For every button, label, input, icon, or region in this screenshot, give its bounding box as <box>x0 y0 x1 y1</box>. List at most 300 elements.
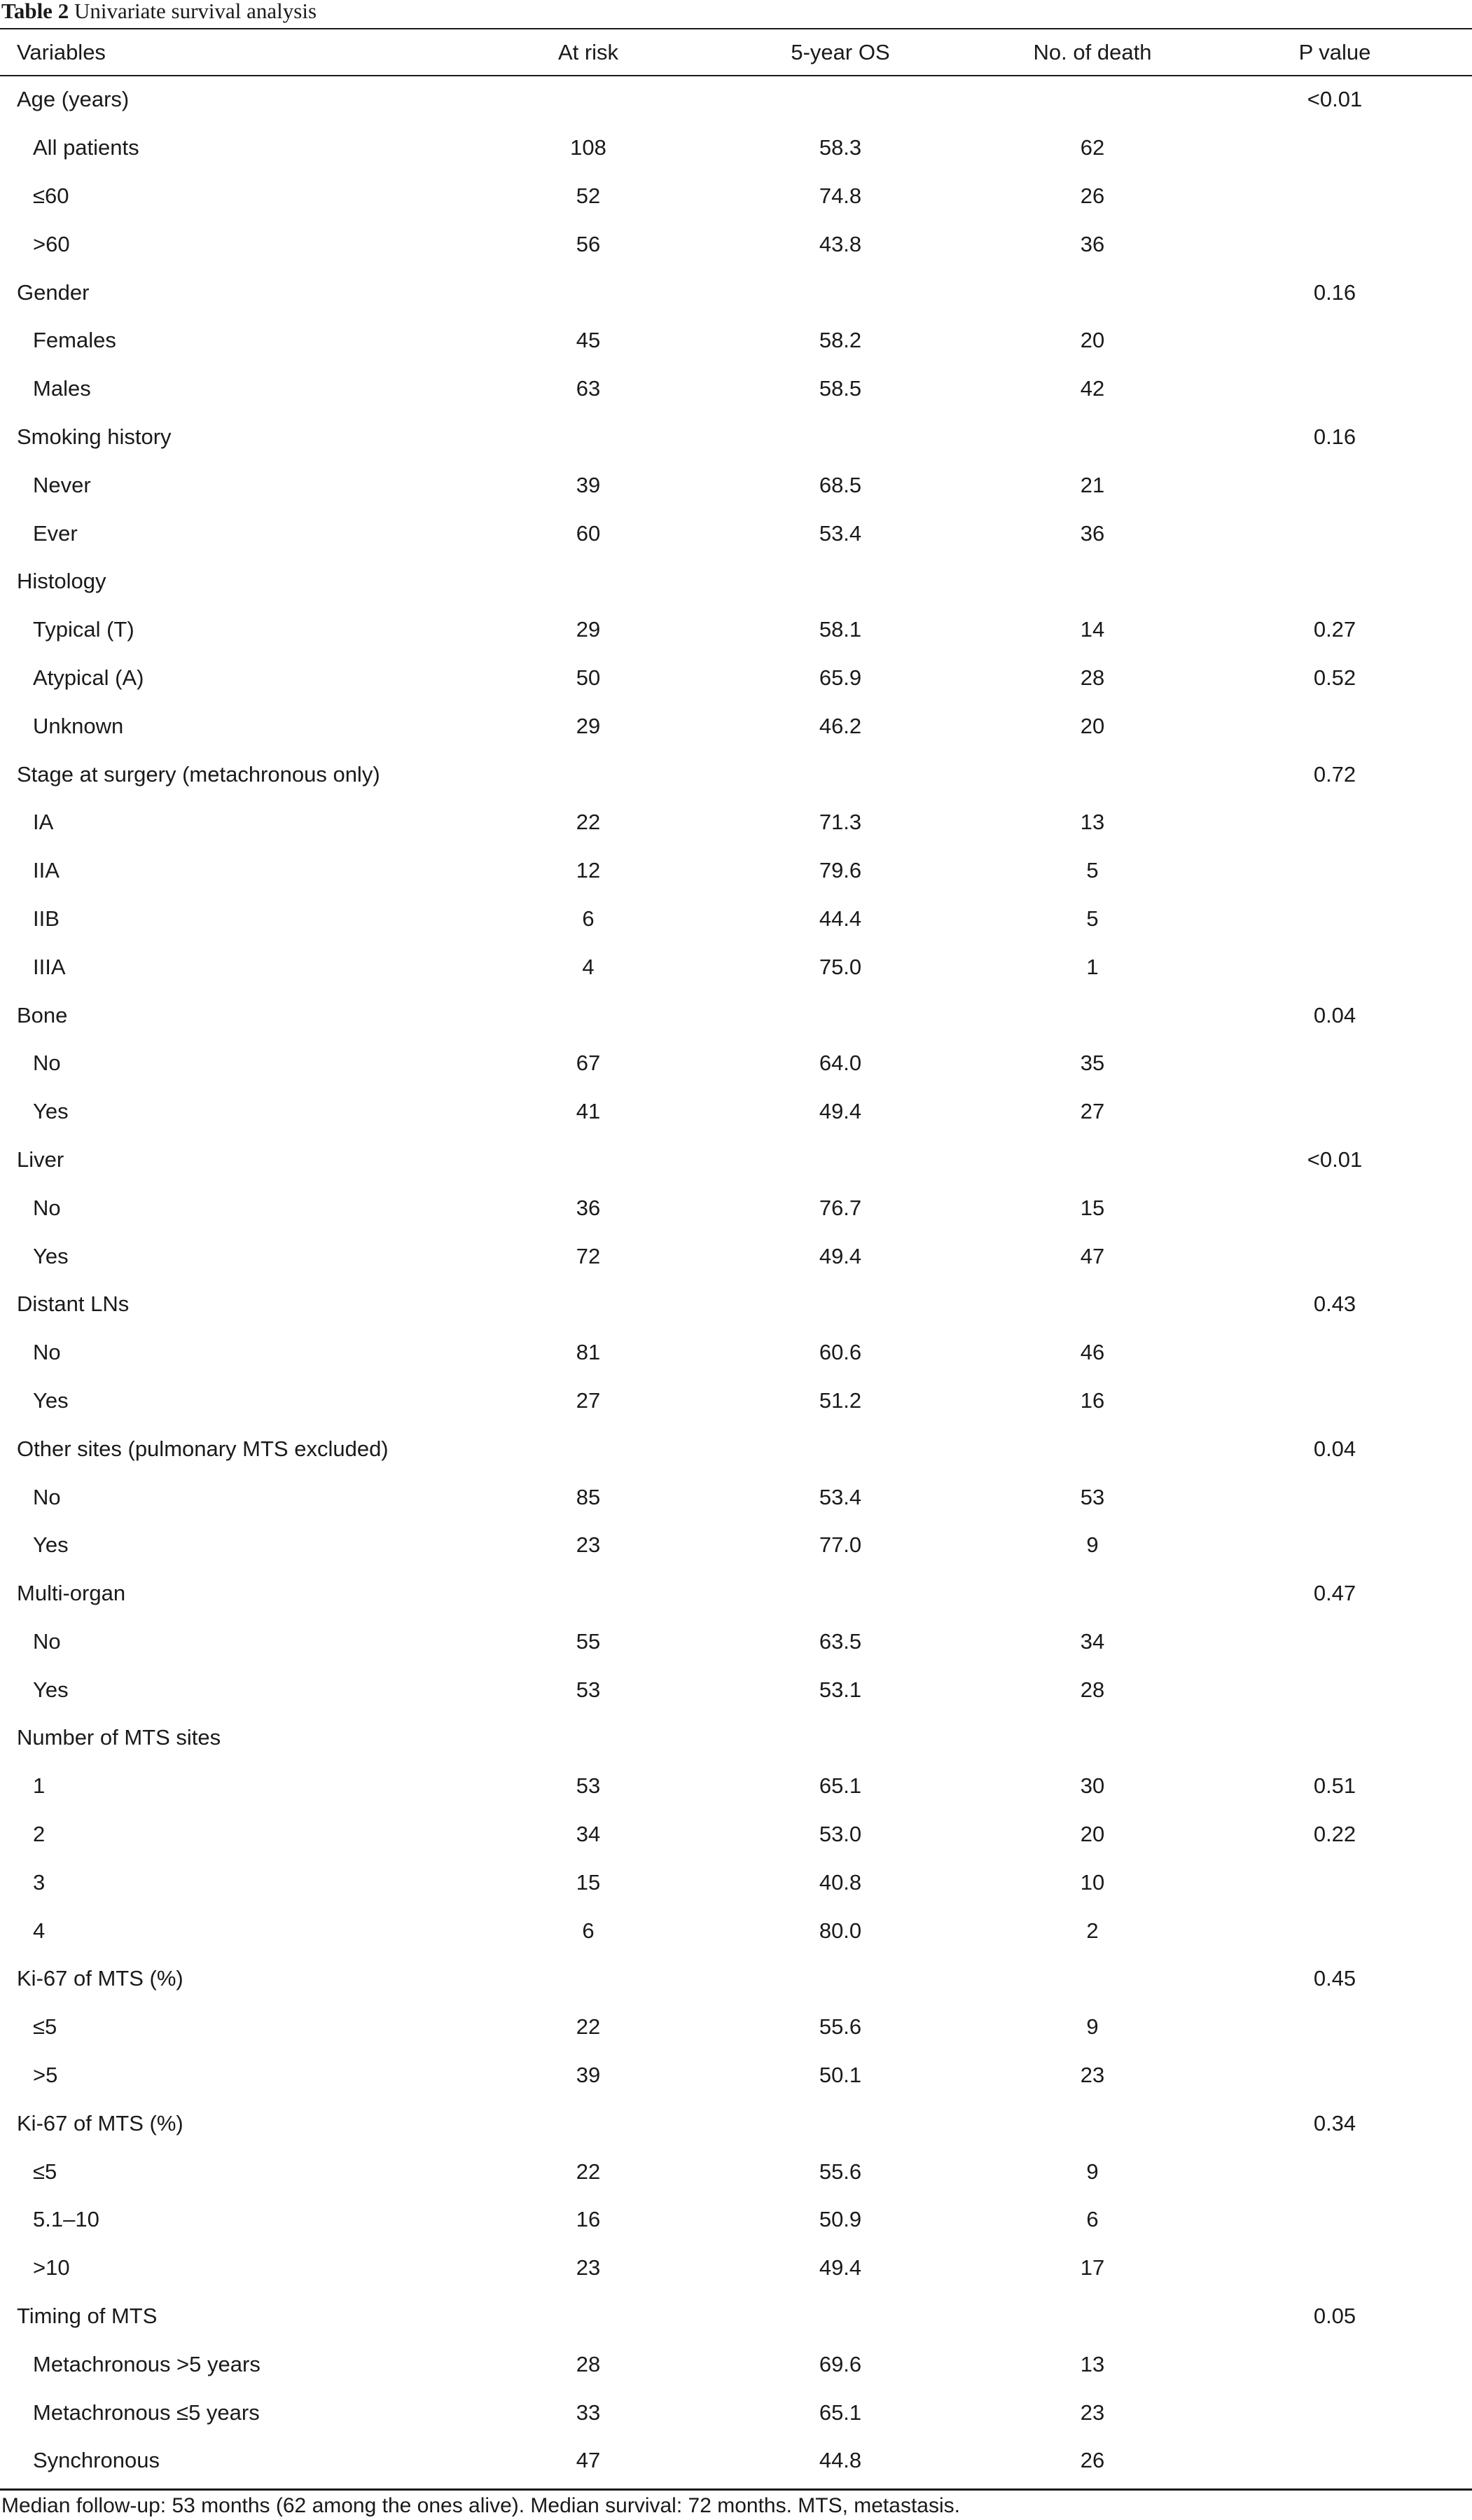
cell-5-year-os <box>693 1570 987 1618</box>
cell-variable: IIIA <box>33 954 66 979</box>
cell-no-of-death <box>987 1955 1197 2003</box>
cell-5-year-os: 60.6 <box>819 1340 862 1365</box>
table-row <box>0 606 1472 654</box>
cell-p-value <box>1197 2051 1472 2100</box>
cell-5-year-os <box>693 1425 987 1473</box>
table-row <box>0 1136 1472 1184</box>
cell-5-year-os <box>693 1955 987 2003</box>
cell-at-risk <box>483 76 693 124</box>
cell-at-risk: 108 <box>570 135 606 160</box>
cell-no-of-death: 9 <box>1086 2014 1099 2040</box>
cell-5-year-os <box>693 1280 987 1329</box>
cell-p-value <box>1197 1039 1472 1088</box>
cell-p-value <box>1197 220 1472 268</box>
cell-variable: Yes <box>33 1677 69 1702</box>
cell-at-risk: 29 <box>576 617 601 642</box>
cell-p-value: 0.05 <box>1313 2304 1356 2329</box>
cell-p-value <box>1197 1858 1472 1906</box>
cell-p-value <box>1197 1618 1472 1666</box>
cell-at-risk: 72 <box>576 1243 601 1268</box>
table-title: Univariate survival analysis <box>74 0 317 23</box>
cell-at-risk: 63 <box>576 376 601 401</box>
cell-p-value <box>1197 702 1472 750</box>
cell-p-value <box>1197 1329 1472 1377</box>
cell-p-value <box>1197 1714 1472 1762</box>
cell-5-year-os: 64.0 <box>819 1051 862 1076</box>
cell-variable: Ki-67 of MTS (%) <box>17 1966 183 1991</box>
cell-at-risk: 16 <box>576 2207 601 2232</box>
cell-no-of-death: 20 <box>1080 328 1105 353</box>
cell-variable: Atypical (A) <box>33 665 144 690</box>
cell-5-year-os: 55.6 <box>819 2014 862 2040</box>
cell-at-risk <box>483 558 693 606</box>
cell-variable: Distant LNs <box>17 1292 130 1317</box>
cell-5-year-os: 77.0 <box>819 1532 862 1558</box>
cell-variable: Yes <box>33 1099 69 1124</box>
cell-p-value <box>1197 509 1472 558</box>
cell-at-risk: 4 <box>582 954 595 979</box>
cell-variable: ≤5 <box>33 2014 57 2040</box>
table-header-row <box>0 29 1472 76</box>
table-row <box>0 172 1472 221</box>
cell-5-year-os: 44.4 <box>819 906 862 931</box>
cell-p-value: 0.51 <box>1313 1773 1356 1799</box>
cell-no-of-death: 10 <box>1080 1869 1105 1895</box>
cell-variable: Gender <box>17 279 90 305</box>
cell-p-value <box>1197 124 1472 172</box>
cell-variable: IA <box>33 810 54 835</box>
cell-p-value: 0.43 <box>1313 1292 1356 1317</box>
cell-no-of-death: 9 <box>1086 1532 1099 1558</box>
cell-no-of-death <box>987 1136 1197 1184</box>
cell-at-risk: 28 <box>576 2351 601 2376</box>
cell-no-of-death: 1 <box>1086 954 1099 979</box>
cell-no-of-death: 35 <box>1080 1051 1105 1076</box>
cell-5-year-os <box>693 1136 987 1184</box>
cell-variable: Multi-organ <box>17 1581 126 1606</box>
table-bottom-rule <box>0 2488 1472 2491</box>
cell-variable: Timing of MTS <box>17 2304 158 2329</box>
cell-variable: Smoking history <box>17 424 172 449</box>
cell-5-year-os: 76.7 <box>819 1195 862 1220</box>
cell-variable: Yes <box>33 1532 69 1558</box>
cell-no-of-death <box>987 1425 1197 1473</box>
table-row <box>0 1906 1472 1955</box>
table-row <box>0 2388 1472 2437</box>
cell-at-risk: 41 <box>576 1099 601 1124</box>
cell-no-of-death: 15 <box>1080 1195 1105 1220</box>
cell-p-value: <0.01 <box>1307 1147 1363 1172</box>
cell-variable: Bone <box>17 1002 68 1027</box>
cell-variable: >5 <box>33 2063 58 2088</box>
table-row <box>0 1570 1472 1618</box>
cell-no-of-death: 16 <box>1080 1387 1105 1413</box>
table-row <box>0 2244 1472 2292</box>
cell-variable: 1 <box>33 1773 46 1799</box>
cell-variable: 5.1–10 <box>33 2207 99 2232</box>
cell-no-of-death <box>987 2292 1197 2341</box>
table-label: Table 2 <box>1 0 69 23</box>
cell-p-value <box>1197 2340 1472 2388</box>
cell-no-of-death: 62 <box>1080 135 1105 160</box>
table-row <box>0 509 1472 558</box>
cell-at-risk: 22 <box>576 2014 601 2040</box>
cell-p-value <box>1197 1521 1472 1570</box>
cell-p-value <box>1197 943 1472 991</box>
cell-5-year-os: 55.6 <box>819 2159 862 2184</box>
cell-5-year-os: 53.1 <box>819 1677 862 1702</box>
table-row <box>0 2003 1472 2051</box>
cell-p-value <box>1197 2003 1472 2051</box>
cell-5-year-os: 53.4 <box>819 520 862 546</box>
cell-no-of-death: 53 <box>1080 1484 1105 1509</box>
cell-variable: >10 <box>33 2255 70 2280</box>
cell-5-year-os <box>693 991 987 1039</box>
cell-variable: >60 <box>33 231 70 256</box>
cell-at-risk <box>483 750 693 798</box>
cell-variable: IIA <box>33 858 60 883</box>
table-row <box>0 1714 1472 1762</box>
cell-variable: No <box>33 1051 61 1076</box>
table-row <box>0 2147 1472 2196</box>
table-row <box>0 2437 1472 2485</box>
column-header-no-of-death: No. of death <box>1033 39 1152 64</box>
cell-variable: 4 <box>33 1918 46 1943</box>
cell-p-value <box>1197 1666 1472 1714</box>
cell-variable: All patients <box>33 135 139 160</box>
table-row <box>0 991 1472 1039</box>
cell-no-of-death: 46 <box>1080 1340 1105 1365</box>
cell-at-risk: 12 <box>576 858 601 883</box>
cell-5-year-os: 51.2 <box>819 1387 862 1413</box>
table-row <box>0 1280 1472 1329</box>
table-body <box>0 76 1472 2485</box>
cell-p-value <box>1197 461 1472 509</box>
cell-variable: Females <box>33 328 116 353</box>
table-row <box>0 1425 1472 1473</box>
cell-at-risk: 27 <box>576 1387 601 1413</box>
cell-at-risk <box>483 1714 693 1762</box>
cell-no-of-death: 5 <box>1086 858 1099 883</box>
table-row <box>0 76 1472 124</box>
cell-at-risk <box>483 1280 693 1329</box>
cell-variable: Males <box>33 376 91 401</box>
cell-p-value <box>1197 172 1472 221</box>
cell-5-year-os: 53.0 <box>819 1822 862 1847</box>
cell-5-year-os: 65.1 <box>819 2400 862 2425</box>
cell-variable: Number of MTS sites <box>17 1725 221 1750</box>
table-row <box>0 2292 1472 2341</box>
cell-5-year-os: 43.8 <box>819 231 862 256</box>
cell-at-risk <box>483 2292 693 2341</box>
cell-5-year-os <box>693 268 987 317</box>
cell-no-of-death: 13 <box>1080 2351 1105 2376</box>
cell-5-year-os: 80.0 <box>819 1918 862 1943</box>
table-row <box>0 1811 1472 1859</box>
cell-at-risk: 52 <box>576 183 601 208</box>
cell-no-of-death: 14 <box>1080 617 1105 642</box>
cell-no-of-death: 42 <box>1080 376 1105 401</box>
cell-no-of-death: 28 <box>1080 665 1105 690</box>
cell-variable: No <box>33 1484 61 1509</box>
cell-no-of-death <box>987 1280 1197 1329</box>
cell-at-risk <box>483 1425 693 1473</box>
cell-p-value: 0.22 <box>1313 1822 1356 1847</box>
cell-at-risk: 29 <box>576 713 601 738</box>
table-row <box>0 220 1472 268</box>
cell-variable: Unknown <box>33 713 124 738</box>
table-row <box>0 1184 1472 1232</box>
cell-at-risk: 67 <box>576 1051 601 1076</box>
cell-variable: No <box>33 1628 61 1654</box>
cell-5-year-os: 50.1 <box>819 2063 862 2088</box>
cell-variable: Synchronous <box>33 2448 160 2473</box>
cell-p-value <box>1197 1088 1472 1136</box>
cell-5-year-os: 74.8 <box>819 183 862 208</box>
table-row <box>0 798 1472 847</box>
cell-at-risk: 56 <box>576 231 601 256</box>
table-row <box>0 2051 1472 2100</box>
column-header-at-risk: At risk <box>557 39 619 64</box>
cell-5-year-os: 63.5 <box>819 1628 862 1654</box>
cell-at-risk: 85 <box>576 1484 601 1509</box>
table-row <box>0 2099 1472 2147</box>
table-row <box>0 317 1472 365</box>
cell-5-year-os: 79.6 <box>819 858 862 883</box>
table-row <box>0 124 1472 172</box>
cell-at-risk: 47 <box>576 2448 601 2473</box>
cell-5-year-os <box>693 413 987 462</box>
cell-p-value <box>1197 847 1472 895</box>
table-row <box>0 1618 1472 1666</box>
cell-p-value <box>1197 798 1472 847</box>
cell-no-of-death: 21 <box>1080 472 1105 497</box>
column-header-p-value: P value <box>1298 39 1371 64</box>
cell-p-value: 0.52 <box>1313 665 1356 690</box>
cell-5-year-os <box>693 1714 987 1762</box>
cell-p-value: 0.34 <box>1313 2110 1356 2135</box>
cell-at-risk <box>483 1136 693 1184</box>
cell-no-of-death: 5 <box>1086 906 1099 931</box>
cell-5-year-os: 68.5 <box>819 472 862 497</box>
table-row <box>0 365 1472 413</box>
cell-no-of-death: 13 <box>1080 810 1105 835</box>
cell-at-risk <box>483 991 693 1039</box>
cell-no-of-death: 34 <box>1080 1628 1105 1654</box>
cell-variable: Histology <box>17 569 106 594</box>
column-header-5-year-os: 5-year OS <box>791 39 890 64</box>
table-row <box>0 413 1472 462</box>
cell-at-risk: 60 <box>576 520 601 546</box>
cell-variable: Stage at surgery (metachronous only) <box>17 761 380 787</box>
table-row <box>0 1039 1472 1088</box>
table-row <box>0 1088 1472 1136</box>
cell-at-risk: 45 <box>576 328 601 353</box>
cell-no-of-death: 9 <box>1086 2159 1099 2184</box>
cell-p-value: 0.16 <box>1313 279 1356 305</box>
cell-5-year-os: 71.3 <box>819 810 862 835</box>
cell-at-risk: 15 <box>576 1869 601 1895</box>
cell-no-of-death: 36 <box>1080 520 1105 546</box>
cell-p-value <box>1197 1473 1472 1521</box>
cell-variable: ≤5 <box>33 2159 57 2184</box>
cell-no-of-death: 17 <box>1080 2255 1105 2280</box>
table-row <box>0 1955 1472 2003</box>
cell-p-value <box>1197 1232 1472 1280</box>
cell-no-of-death: 27 <box>1080 1099 1105 1124</box>
table-caption <box>1 0 317 24</box>
table-row <box>0 654 1472 702</box>
table-row <box>0 702 1472 750</box>
cell-p-value <box>1197 1377 1472 1425</box>
cell-at-risk <box>483 268 693 317</box>
cell-variable: Yes <box>33 1387 69 1413</box>
cell-at-risk: 6 <box>582 906 595 931</box>
cell-no-of-death <box>987 750 1197 798</box>
cell-variable: Other sites (pulmonary MTS excluded) <box>17 1436 389 1461</box>
cell-variable: No <box>33 1195 61 1220</box>
table-row <box>0 943 1472 991</box>
cell-at-risk: 39 <box>576 2063 601 2088</box>
cell-variable: Metachronous >5 years <box>33 2351 261 2376</box>
cell-no-of-death: 26 <box>1080 2448 1105 2473</box>
cell-no-of-death <box>987 2099 1197 2147</box>
table-row <box>0 2340 1472 2388</box>
cell-no-of-death: 36 <box>1080 231 1105 256</box>
cell-5-year-os: 50.9 <box>819 2207 862 2232</box>
cell-5-year-os: 40.8 <box>819 1869 862 1895</box>
cell-5-year-os: 49.4 <box>819 2255 862 2280</box>
cell-at-risk: 22 <box>576 810 601 835</box>
cell-5-year-os: 44.8 <box>819 2448 862 2473</box>
cell-no-of-death: 20 <box>1080 1822 1105 1847</box>
cell-no-of-death <box>987 991 1197 1039</box>
cell-p-value <box>1197 317 1472 365</box>
survival-table <box>0 29 1472 2485</box>
cell-no-of-death <box>987 76 1197 124</box>
cell-p-value <box>1197 558 1472 606</box>
table-row <box>0 1232 1472 1280</box>
cell-at-risk <box>483 1570 693 1618</box>
cell-p-value <box>1197 895 1472 943</box>
cell-5-year-os: 46.2 <box>819 713 862 738</box>
cell-p-value: 0.16 <box>1313 424 1356 449</box>
cell-5-year-os <box>693 2292 987 2341</box>
cell-p-value <box>1197 2147 1472 2196</box>
cell-5-year-os: 58.5 <box>819 376 862 401</box>
cell-variable: Liver <box>17 1147 64 1172</box>
table-footnote: Median follow-up: 53 months (62 among the ones alive). Median survival: 72 months. MTS, metastasis. <box>1 2494 960 2517</box>
cell-5-year-os: 69.6 <box>819 2351 862 2376</box>
cell-p-value: 0.72 <box>1313 761 1356 787</box>
table-row <box>0 1666 1472 1714</box>
cell-no-of-death <box>987 1714 1197 1762</box>
column-header-variables: Variables <box>17 39 106 64</box>
cell-no-of-death: 6 <box>1086 2207 1099 2232</box>
cell-at-risk: 33 <box>576 2400 601 2425</box>
cell-variable: Yes <box>33 1243 69 1268</box>
cell-variable: IIB <box>33 906 60 931</box>
cell-5-year-os <box>693 76 987 124</box>
cell-5-year-os <box>693 558 987 606</box>
cell-5-year-os: 58.1 <box>819 617 862 642</box>
cell-at-risk: 22 <box>576 2159 601 2184</box>
cell-5-year-os: 58.3 <box>819 135 862 160</box>
cell-at-risk <box>483 1955 693 2003</box>
table-row <box>0 1377 1472 1425</box>
cell-at-risk: 36 <box>576 1195 601 1220</box>
cell-no-of-death: 23 <box>1080 2063 1105 2088</box>
cell-5-year-os: 65.9 <box>819 665 862 690</box>
table-row <box>0 1329 1472 1377</box>
cell-5-year-os: 65.1 <box>819 1773 862 1799</box>
cell-p-value <box>1197 1184 1472 1232</box>
cell-5-year-os <box>693 750 987 798</box>
cell-at-risk <box>483 2099 693 2147</box>
cell-at-risk: 50 <box>576 665 601 690</box>
cell-at-risk: 23 <box>576 2255 601 2280</box>
cell-p-value: 0.04 <box>1313 1002 1356 1027</box>
table-row <box>0 895 1472 943</box>
cell-at-risk: 39 <box>576 472 601 497</box>
table-row <box>0 1762 1472 1811</box>
cell-5-year-os: 75.0 <box>819 954 862 979</box>
cell-variable: Never <box>33 472 91 497</box>
cell-p-value: 0.47 <box>1313 1581 1356 1606</box>
table-row <box>0 268 1472 317</box>
cell-at-risk: 53 <box>576 1773 601 1799</box>
cell-p-value <box>1197 2437 1472 2485</box>
cell-no-of-death: 23 <box>1080 2400 1105 2425</box>
cell-at-risk: 53 <box>576 1677 601 1702</box>
cell-no-of-death <box>987 558 1197 606</box>
cell-at-risk: 6 <box>582 1918 595 1943</box>
table-row <box>0 2196 1472 2244</box>
cell-variable: 2 <box>33 1822 46 1847</box>
cell-variable: ≤60 <box>33 183 69 208</box>
cell-p-value: 0.45 <box>1313 1966 1356 1991</box>
cell-at-risk: 81 <box>576 1340 601 1365</box>
cell-no-of-death <box>987 413 1197 462</box>
table-row <box>0 847 1472 895</box>
table-row <box>0 750 1472 798</box>
cell-variable: Ever <box>33 520 78 546</box>
cell-variable: 3 <box>33 1869 46 1895</box>
cell-p-value <box>1197 2196 1472 2244</box>
cell-p-value <box>1197 2388 1472 2437</box>
table-row <box>0 558 1472 606</box>
cell-5-year-os: 53.4 <box>819 1484 862 1509</box>
cell-no-of-death: 20 <box>1080 713 1105 738</box>
cell-p-value: 0.27 <box>1313 617 1356 642</box>
cell-variable: No <box>33 1340 61 1365</box>
cell-5-year-os: 49.4 <box>819 1243 862 1268</box>
cell-p-value <box>1197 365 1472 413</box>
cell-p-value <box>1197 2244 1472 2292</box>
cell-at-risk: 55 <box>576 1628 601 1654</box>
cell-no-of-death: 47 <box>1080 1243 1105 1268</box>
table-row <box>0 461 1472 509</box>
cell-p-value <box>1197 1906 1472 1955</box>
table-row <box>0 1858 1472 1906</box>
cell-at-risk: 34 <box>576 1822 601 1847</box>
cell-5-year-os: 58.2 <box>819 328 862 353</box>
cell-no-of-death: 28 <box>1080 1677 1105 1702</box>
cell-at-risk: 23 <box>576 1532 601 1558</box>
cell-no-of-death: 2 <box>1086 1918 1099 1943</box>
cell-p-value: <0.01 <box>1307 87 1363 112</box>
table-row <box>0 1473 1472 1521</box>
